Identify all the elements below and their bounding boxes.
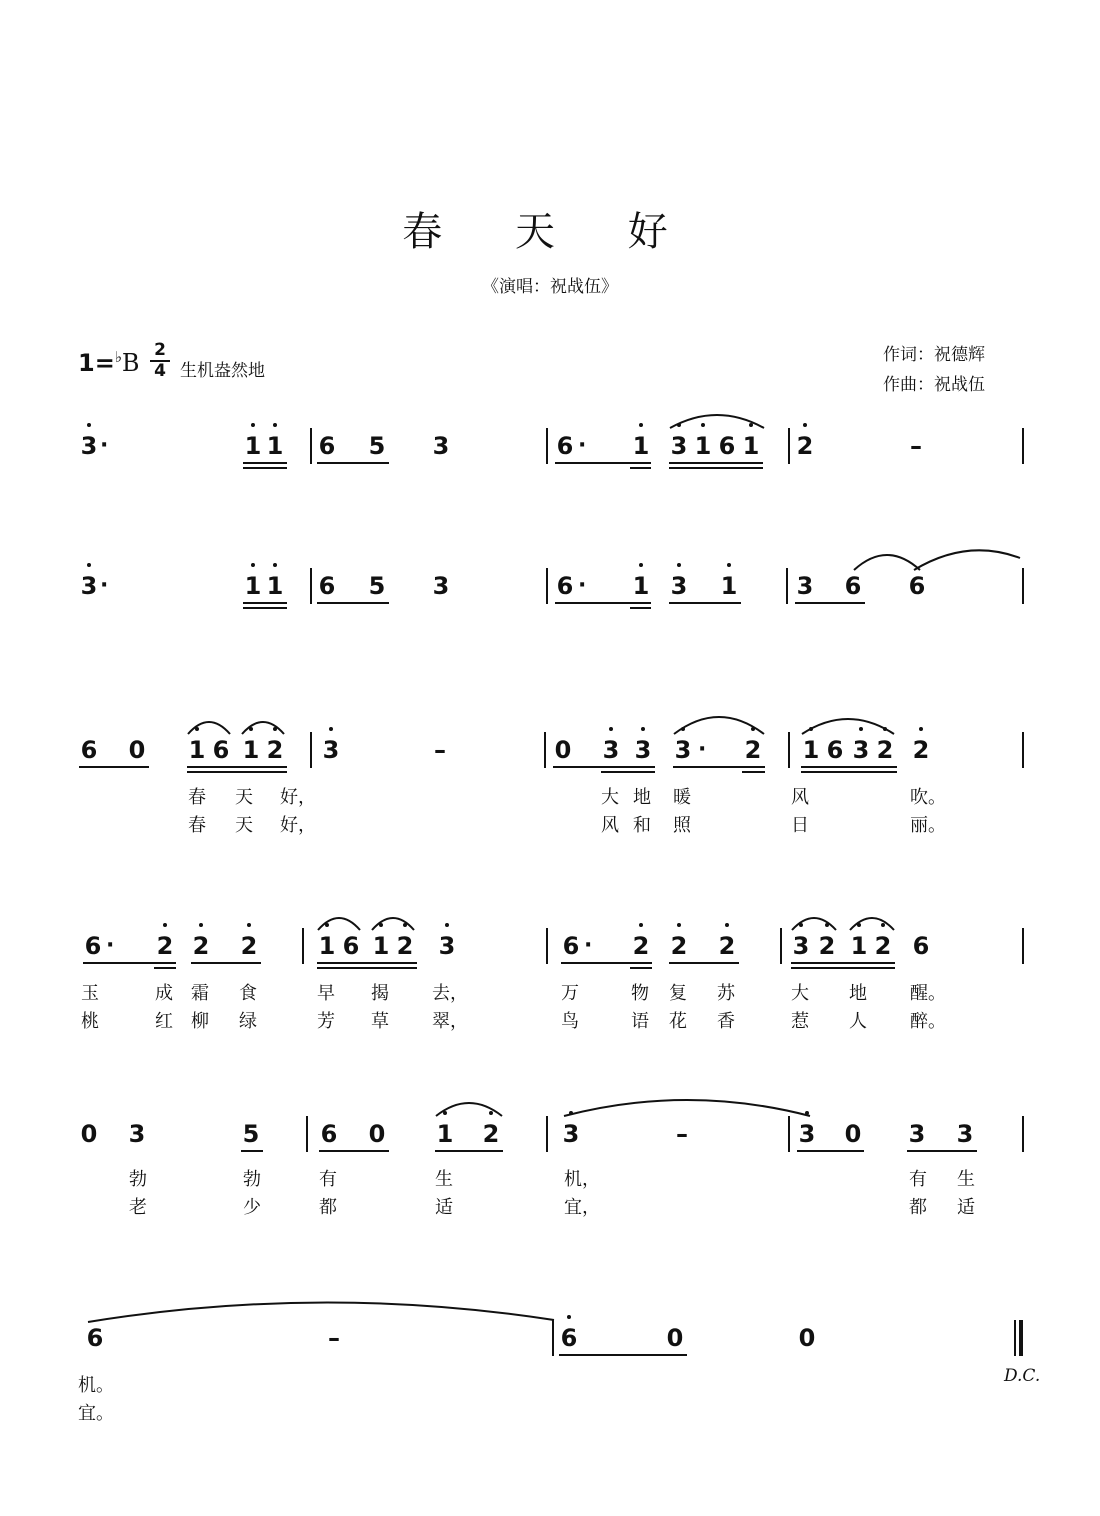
key-note: B: [121, 349, 140, 377]
slur: [848, 912, 896, 932]
underline-beam: [319, 1150, 389, 1152]
lyric-verse-1: 物: [631, 983, 649, 1004]
key-one: 1: [78, 349, 95, 377]
barline: [544, 732, 546, 768]
tie: [562, 1094, 812, 1118]
lyric-verse-1: 风: [791, 787, 809, 808]
note: 2: [816, 932, 838, 960]
lyric-verse-2: 照: [673, 815, 691, 836]
note: 6: [318, 572, 336, 600]
lyric-verse-2: 红: [155, 1011, 173, 1032]
note: 1: [740, 432, 762, 460]
note: 1: [630, 572, 652, 600]
sustain-dash: –: [434, 736, 446, 764]
lyric-verse-1: 大: [601, 787, 619, 808]
barline: [1022, 928, 1024, 964]
slur: [672, 710, 766, 736]
final-barline-thin: [1014, 1320, 1016, 1356]
lyric-verse-1: 春: [188, 787, 206, 808]
note: 3: [956, 1120, 974, 1148]
lyric-verse-2: 宜，: [564, 1197, 600, 1218]
flat-sign: ♭: [114, 348, 122, 366]
lyric-verse-2: 人: [849, 1011, 867, 1032]
note: 6: [320, 1120, 338, 1148]
barline: [780, 928, 782, 964]
lyric-verse-2: 天: [235, 815, 253, 836]
performer-credit: 《演唱：祝战伍》: [482, 277, 618, 297]
underline-beam: [669, 602, 741, 604]
lyric-verse-1: 霜: [191, 983, 209, 1004]
note: 2: [154, 932, 176, 960]
note: 6: [342, 932, 360, 960]
note: 6: [212, 736, 230, 764]
barline: [788, 428, 790, 464]
underline-beam: [791, 967, 895, 969]
note: 0: [844, 1120, 862, 1148]
note: 2: [190, 932, 212, 960]
lyric-verse-1: 地: [633, 787, 651, 808]
underline-beam: [243, 602, 287, 604]
underline-beam: [555, 462, 651, 464]
lyric-verse-2: 日: [791, 815, 809, 836]
note: 1: [370, 932, 392, 960]
tempo-marking: 生机盎然地: [180, 361, 265, 381]
lyric-verse-1: 勃: [129, 1169, 147, 1190]
lyric-verse-1: 好，: [280, 787, 316, 808]
final-barline-thick: [1019, 1320, 1023, 1356]
note: 6: [80, 736, 98, 764]
lyric-verse-1: 复: [669, 983, 687, 1004]
lyric-verse-2: 宜。: [78, 1403, 114, 1424]
lyric-verse-2: 风: [601, 815, 619, 836]
lyric-verse-2: 桃: [81, 1011, 99, 1032]
lyric-verse-2: 醉。: [910, 1011, 946, 1032]
underline-beam: [630, 967, 652, 969]
barline: [552, 1320, 554, 1356]
barline: [546, 1116, 548, 1152]
note: 6: [556, 432, 574, 460]
underline-beam: [241, 1150, 263, 1152]
note: 6: [908, 572, 926, 600]
lyric-verse-1: 醒。: [910, 983, 946, 1004]
slur: [800, 712, 896, 736]
note: 3: [850, 736, 872, 764]
augmentation-dot: ·: [100, 433, 109, 458]
underline-beam: [907, 1150, 977, 1152]
note: 2: [742, 736, 764, 764]
lyric-verse-2: 丽。: [910, 815, 946, 836]
note: 1: [186, 736, 208, 764]
underline-beam: [243, 462, 287, 464]
note: 2: [910, 736, 932, 764]
note: 1: [630, 432, 652, 460]
lyric-verse-1: 成: [155, 983, 173, 1004]
underline-beam: [673, 766, 765, 768]
sustain-dash: –: [328, 1324, 340, 1352]
barline: [546, 928, 548, 964]
sustain-dash: –: [676, 1120, 688, 1148]
lyric-verse-1: 勃: [243, 1169, 261, 1190]
barline: [546, 428, 548, 464]
lyric-verse-1: 机。: [78, 1375, 114, 1396]
note: 3: [668, 432, 690, 460]
note: 1: [242, 432, 264, 460]
lyric-verse-2: 鸟: [561, 1011, 579, 1032]
lyric-verse-2: 都: [909, 1197, 927, 1218]
note: 3: [432, 432, 450, 460]
barline: [302, 928, 304, 964]
underline-beam: [187, 766, 287, 768]
augmentation-dot: ·: [106, 933, 115, 958]
augmentation-dot: ·: [578, 433, 587, 458]
note: 6: [86, 1324, 104, 1352]
underline-beam: [317, 602, 389, 604]
underline-beam: [801, 766, 897, 768]
underline-beam: [191, 962, 261, 964]
note: 2: [480, 1120, 502, 1148]
note: 2: [794, 432, 816, 460]
lyric-verse-1: 揭: [371, 983, 389, 1004]
underline-beam: [79, 766, 149, 768]
note: 3: [672, 736, 694, 764]
underline-beam: [669, 467, 763, 469]
note: 3: [432, 572, 450, 600]
note: 0: [798, 1324, 816, 1352]
tie: [86, 1298, 556, 1324]
note: 3: [790, 932, 812, 960]
time-signature-bottom: 4: [154, 361, 166, 381]
time-signature: [150, 342, 170, 380]
augmentation-dot: ·: [578, 573, 587, 598]
lyric-verse-1: 食: [239, 983, 257, 1004]
note: 1: [264, 432, 286, 460]
augmentation-dot: ·: [698, 737, 707, 762]
underline-beam: [555, 602, 651, 604]
da-capo-marking: D.C.: [1004, 1366, 1041, 1386]
note: 1: [264, 572, 286, 600]
slur: [790, 912, 838, 932]
lyric-verse-1: 万: [561, 983, 579, 1004]
note: 2: [394, 932, 416, 960]
note: 2: [872, 932, 894, 960]
underline-beam: [791, 962, 895, 964]
underline-beam: [317, 462, 389, 464]
underline-beam: [630, 607, 651, 609]
note: 1: [718, 572, 740, 600]
underline-beam: [83, 962, 176, 964]
underline-beam: [742, 771, 765, 773]
lyric-verse-2: 语: [631, 1011, 649, 1032]
note: 6: [718, 432, 736, 460]
note: 2: [630, 932, 652, 960]
lyric-verse-2: 和: [633, 815, 651, 836]
note: 6: [556, 572, 574, 600]
underline-beam: [317, 962, 417, 964]
barline: [310, 568, 312, 604]
barline: [546, 568, 548, 604]
lyric-verse-1: 天: [235, 787, 253, 808]
song-title: 春 天 好: [402, 209, 698, 255]
note: 6: [912, 932, 930, 960]
lyric-verse-1: 玉: [81, 983, 99, 1004]
note: 0: [368, 1120, 386, 1148]
lyric-verse-2: 好，: [280, 815, 316, 836]
underline-beam: [669, 462, 763, 464]
lyric-verse-1: 早: [317, 983, 335, 1004]
note: 3: [908, 1120, 926, 1148]
note: 3: [560, 1120, 582, 1148]
lyric-verse-2: 绿: [239, 1011, 257, 1032]
note: 2: [716, 932, 738, 960]
note: 6: [844, 572, 862, 600]
underline-beam: [669, 962, 739, 964]
note: 5: [368, 432, 386, 460]
note: 1: [800, 736, 822, 764]
note: 3: [78, 572, 100, 600]
underline-beam: [243, 467, 287, 469]
lyric-verse-2: 香: [717, 1011, 735, 1032]
note: 5: [242, 1120, 260, 1148]
underline-beam: [317, 967, 417, 969]
sustain-dash: –: [910, 432, 922, 460]
note: 3: [436, 932, 458, 960]
note: 1: [434, 1120, 456, 1148]
note: 0: [80, 1120, 98, 1148]
note: 3: [632, 736, 654, 764]
barline: [1022, 732, 1024, 768]
lyric-verse-1: 暖: [673, 787, 691, 808]
note: 3: [128, 1120, 146, 1148]
note: 0: [554, 736, 572, 764]
lyric-verse-1: 有: [909, 1169, 927, 1190]
lyric-verse-2: 柳: [191, 1011, 209, 1032]
note: 3: [668, 572, 690, 600]
lyric-verse-1: 去，: [432, 983, 468, 1004]
note: 1: [316, 932, 338, 960]
note: 3: [78, 432, 100, 460]
underline-beam: [154, 967, 176, 969]
lyric-verse-1: 地: [849, 983, 867, 1004]
note: 3: [796, 1120, 818, 1148]
underline-beam: [187, 771, 287, 773]
lyric-verse-2: 花: [669, 1011, 687, 1032]
note: 0: [666, 1324, 684, 1352]
lyric-verse-2: 老: [129, 1197, 147, 1218]
note: 3: [600, 736, 622, 764]
lyric-verse-1: 有: [319, 1169, 337, 1190]
key-equals: =: [94, 349, 115, 377]
key-signature: [78, 348, 140, 377]
time-signature-top: 2: [154, 340, 166, 360]
composer-credit: 作曲：祝战伍: [883, 375, 985, 395]
lyric-verse-2: 春: [188, 815, 206, 836]
underline-beam: [435, 1150, 503, 1152]
barline: [310, 428, 312, 464]
lyric-verse-1: 苏: [717, 983, 735, 1004]
underline-beam: [243, 607, 287, 609]
note: 6: [826, 736, 844, 764]
barline: [1022, 428, 1024, 464]
slur: [186, 716, 232, 736]
note: 2: [668, 932, 690, 960]
augmentation-dot: ·: [584, 933, 593, 958]
barline: [788, 732, 790, 768]
underline-beam: [601, 771, 655, 773]
barline: [306, 1116, 308, 1152]
lyricist-credit: 作词：祝德辉: [883, 345, 985, 365]
lyric-verse-2: 翠，: [432, 1011, 468, 1032]
underline-beam: [797, 1150, 864, 1152]
underline-beam: [561, 962, 652, 964]
note: 3: [796, 572, 814, 600]
underline-beam: [559, 1354, 687, 1356]
slur: [668, 408, 766, 430]
augmentation-dot: ·: [100, 573, 109, 598]
barline: [1022, 568, 1024, 604]
lyric-verse-1: 生: [957, 1169, 975, 1190]
note: 1: [848, 932, 870, 960]
note: 6: [562, 932, 580, 960]
barline: [786, 568, 788, 604]
lyric-verse-1: 吹。: [910, 787, 946, 808]
underline-beam: [630, 467, 651, 469]
slur: [434, 1096, 504, 1118]
lyric-verse-2: 芳: [317, 1011, 335, 1032]
tie: [912, 548, 1024, 572]
barline: [310, 732, 312, 768]
slur: [370, 912, 416, 932]
lyric-verse-2: 适: [957, 1197, 975, 1218]
lyric-verse-1: 大: [791, 983, 809, 1004]
lyric-verse-1: 机，: [564, 1169, 600, 1190]
barline: [1022, 1116, 1024, 1152]
note: 6: [84, 932, 102, 960]
note: 6: [558, 1324, 580, 1352]
slur: [240, 716, 286, 736]
lyric-verse-1: 生: [435, 1169, 453, 1190]
barline: [788, 1116, 790, 1152]
lyric-verse-2: 适: [435, 1197, 453, 1218]
note: 1: [692, 432, 714, 460]
slur: [316, 912, 362, 932]
note: 6: [318, 432, 336, 460]
note: 2: [874, 736, 896, 764]
note: 1: [242, 572, 264, 600]
lyric-verse-2: 草: [371, 1011, 389, 1032]
underline-beam: [553, 766, 655, 768]
underline-beam: [801, 771, 897, 773]
lyric-verse-2: 惹: [791, 1011, 809, 1032]
note: 3: [320, 736, 342, 764]
lyric-verse-2: 少: [243, 1197, 261, 1218]
underline-beam: [795, 602, 865, 604]
lyric-verse-2: 都: [319, 1197, 337, 1218]
note: 1: [240, 736, 262, 764]
note: 2: [238, 932, 260, 960]
note: 5: [368, 572, 386, 600]
note: 0: [128, 736, 146, 764]
note: 2: [264, 736, 286, 764]
